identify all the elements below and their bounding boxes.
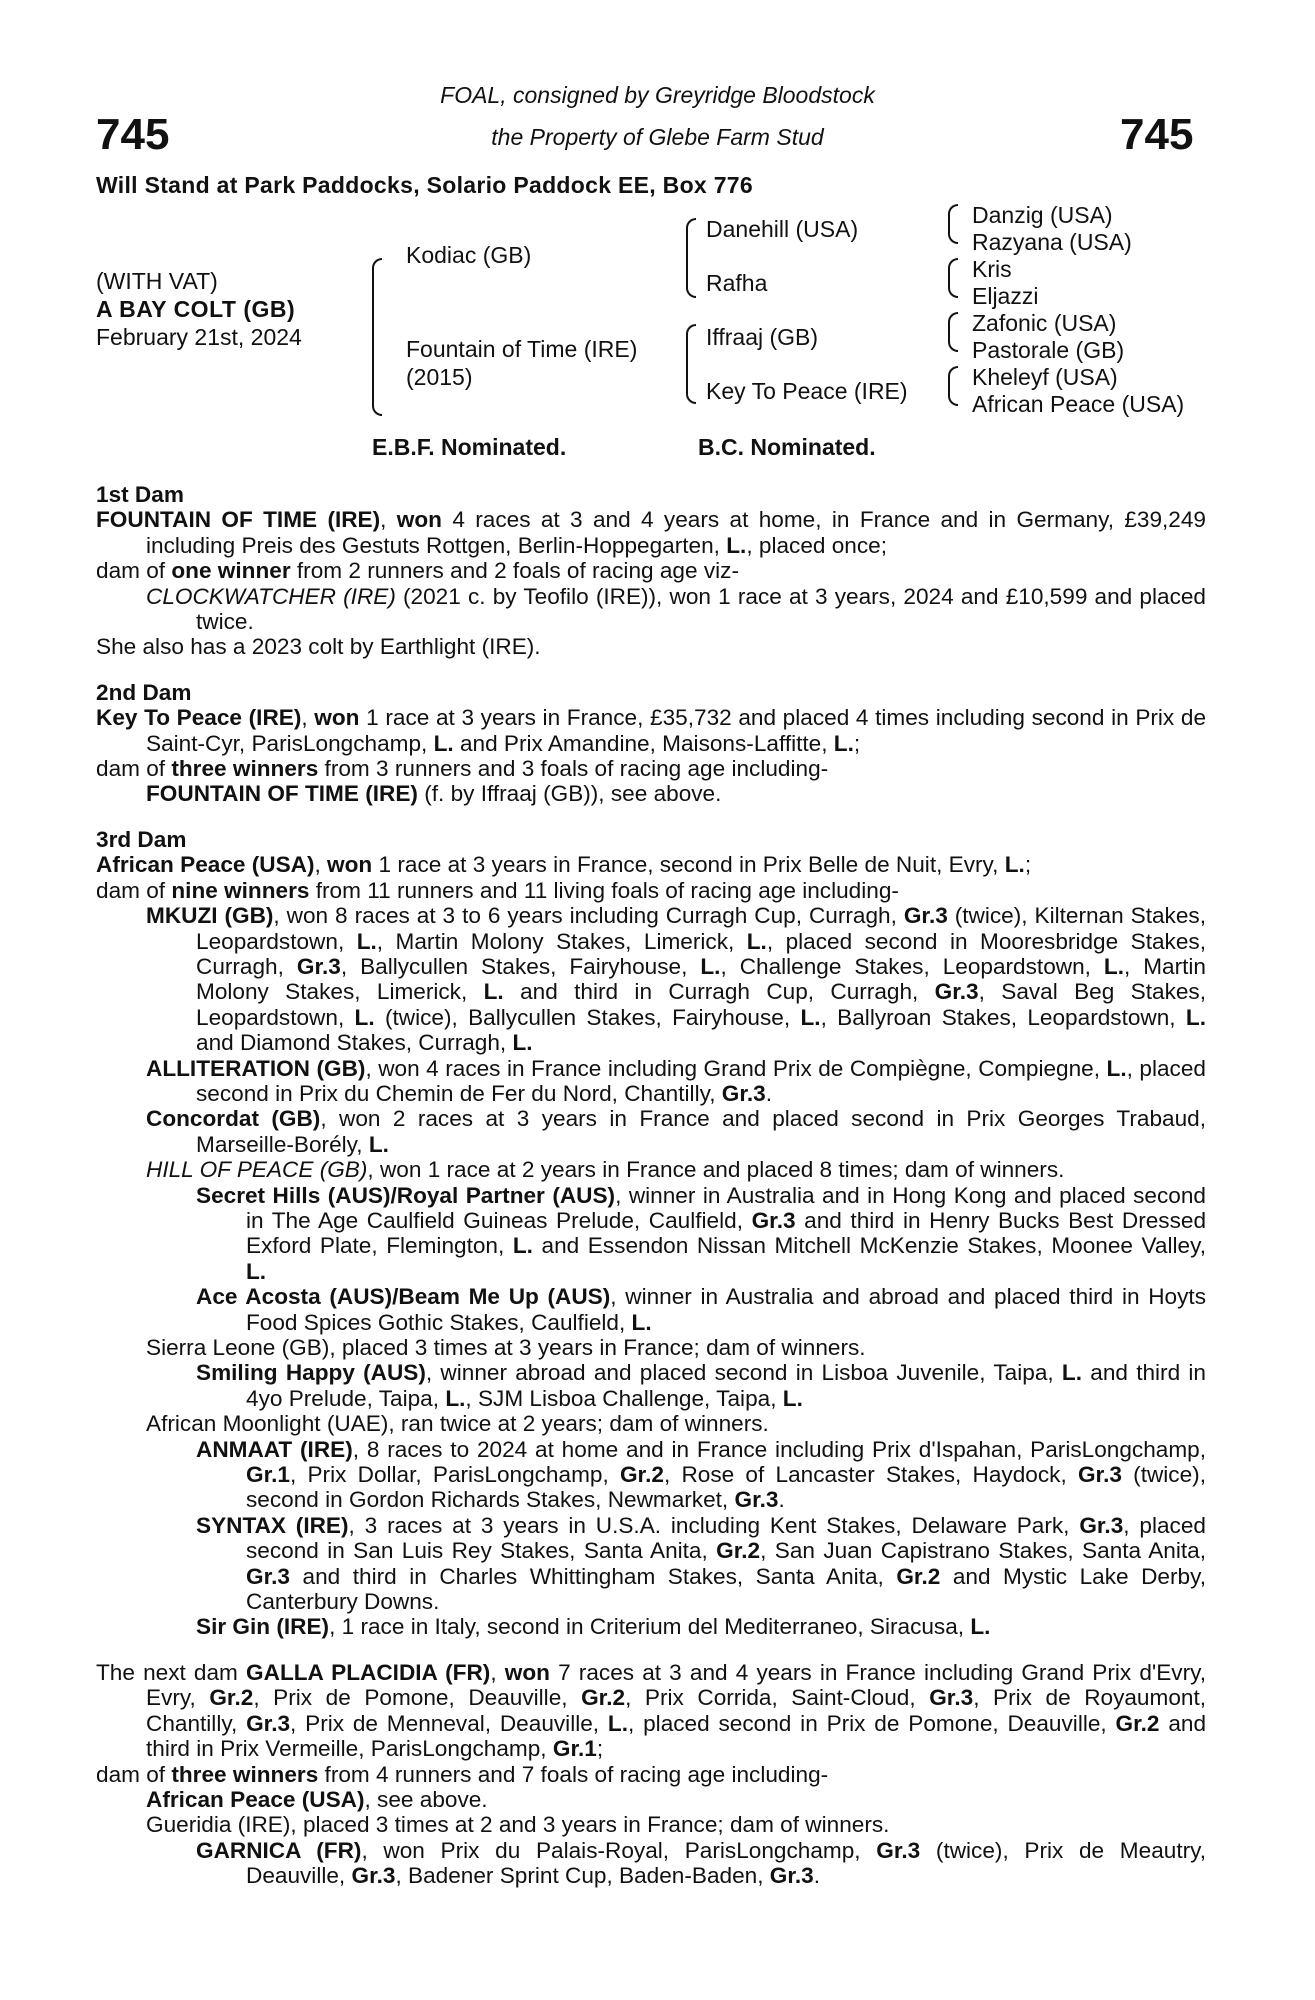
offspring-alliteration: ALLITERATION (GB), won 4 races in France including Grand Prix de Compiègne, Compiegne, L., placed second in Prix du Chemin de Fer du Nord, Chantilly, Gr.3. — [146, 1055, 1206, 1106]
pedigree-sdd: Eljazzi — [972, 283, 1039, 309]
stand-location: Will Stand at Park Paddocks, Solario Paddock EE, Box 776 — [96, 172, 753, 198]
date-of-birth: February 21st, 2024 — [96, 324, 302, 350]
dam3-produce: dam of nine winners from 11 runners and 11 living foals of racing age including- — [96, 877, 899, 903]
pedigree-sire-sire: Danehill (USA) — [706, 216, 859, 242]
offspring-smiling-happy: Smiling Happy (AUS), winner abroad and placed second in Lisboa Juvenile, Taipa, L. and third in 4yo Prelude, Taipa, L., SJM Lisboa Challenge, Taipa, L. — [196, 1360, 1206, 1411]
dam1-heading: 1st Dam — [96, 482, 184, 507]
offspring-garnica: GARNICA (FR), won Prix du Palais-Royal, ParisLongchamp, Gr.3 (twice), Prix de Meautry, Deauville, Gr.3, Badener Sprint Cup, Baden-Baden, Gr.3. — [196, 1837, 1207, 1889]
pedigree-sire-dam: Rafha — [706, 270, 768, 296]
pedigree-dss: Zafonic (USA) — [972, 310, 1117, 336]
vat-label: (WITH VAT) — [96, 268, 218, 294]
pedigree-sire: Kodiac (GB) — [406, 242, 532, 268]
pedigree-brace-ds — [948, 312, 958, 352]
consignor-line: FOAL, consigned by Greyridge Bloodstock — [440, 82, 875, 108]
pedigree-dam-sire: Iffraaj (GB) — [706, 324, 819, 350]
dam1-also: She also has a 2023 colt by Earthlight (IRE). — [96, 634, 541, 660]
dam1-record: FOUNTAIN OF TIME (IRE), won 4 races at 3 and 4 years at home, in France and in Germany, £39,249 including Preis des Gestuts Rottgen, Berlin-Hoppegarten, L., placed once; — [96, 507, 1207, 558]
pedigree-dam-year: (2015) — [406, 364, 473, 390]
property-line: the Property of Glebe Farm Stud — [491, 124, 824, 150]
offspring-african-peace: African Peace (USA), see above. — [146, 1786, 488, 1812]
dam4-produce: dam of three winners from 4 runners and 7 foals of racing age including- — [96, 1761, 829, 1787]
offspring-secret-hills: Secret Hills (AUS)/Royal Partner (AUS), winner in Australia and in Hong Kong and placed second in The Age Caulfield Guineas Prelude, Caulfield, Gr.3 and third in Henry Bucks Best Dressed Exford Plate, Flemington, L. and Essendon Nissan Mitchell McKenzie Stakes, Moonee Valley, L. — [196, 1182, 1207, 1284]
pedigree-sds: Kris — [972, 256, 1012, 282]
dam3-heading: 3rd Dam — [96, 826, 187, 852]
pedigree-dds: Kheleyf (USA) — [972, 364, 1118, 390]
pedigree-brace-dam — [686, 324, 696, 404]
catalogue-body — [96, 482, 1206, 1889]
pedigree-brace-ss — [948, 204, 958, 244]
pedigree-brace-sire — [686, 218, 696, 298]
horse-name: A BAY COLT (GB) — [96, 296, 296, 322]
dam2-produce: dam of three winners from 3 runners and 3 foals of racing age including- — [96, 756, 829, 782]
dam2-record: Key To Peace (IRE), won 1 race at 3 years in France, £35,732 and placed 4 times including second in Prix de Saint-Cyr, ParisLongchamp, L. and Prix Amandine, Maisons-Laffitte, L.; — [96, 705, 1207, 756]
offspring-african-moonlight: African Moonlight (UAE), ran twice at 2 years; dam of winners. — [146, 1411, 769, 1437]
dam3-record: African Peace (USA), won 1 race at 3 years in France, second in Prix Belle de Nuit, Evry, L.; — [96, 852, 1032, 878]
offspring-anmaat: ANMAAT (IRE), 8 races to 2024 at home and in France including Prix d'Ispahan, ParisLongchamp, Gr.1, Prix Dollar, ParisLongchamp, Gr.2, Rose of Lancaster Stakes, Haydock, Gr.3 (twice), second in Gordon Richards Stakes, Newmarket, Gr.3. — [196, 1436, 1206, 1513]
pedigree-sss: Danzig (USA) — [972, 202, 1113, 228]
offspring-syntax: SYNTAX (IRE), 3 races at 3 years in U.S.A. including Kent Stakes, Delaware Park, Gr.3, placed second in San Luis Rey Stakes, Santa Anita, Gr.2, San Juan Capistrano Stakes, Santa Anita, Gr.3 and third in Charles Whittingham Stakes, Santa Anita, Gr.2 and Mystic Lake Derby, Canterbury Downs. — [196, 1512, 1207, 1615]
ebf-nominated: E.B.F. Nominated. — [372, 434, 567, 460]
dam1-offspring: CLOCKWATCHER (IRE) (2021 c. by Teofilo (IRE)), won 1 race at 3 years, 2024 and £10,599 and placed twice. — [146, 583, 1206, 635]
lot-number-left: 745 — [96, 110, 170, 159]
pedigree-dam: Fountain of Time (IRE) — [406, 336, 638, 362]
pedigree-dsd: Pastorale (GB) — [972, 337, 1125, 363]
pedigree-ssd: Razyana (USA) — [972, 229, 1132, 255]
pedigree-brace-main — [372, 258, 382, 416]
offspring-concordat: Concordat (GB), won 2 races at 3 years in France and placed second in Prix Georges Trabaud, Marseille-Borély, L. — [146, 1106, 1206, 1157]
offspring-sierra-leone: Sierra Leone (GB), placed 3 times at 3 years in France; dam of winners. — [146, 1335, 866, 1360]
pedigree-brace-dd — [948, 366, 958, 406]
offspring-mkuzi: MKUZI (GB), won 8 races at 3 to 6 years including Curragh Cup, Curragh, Gr.3 (twice), Kilternan Stakes, Leopardstown, L., Martin Molony Stakes, Limerick, L., placed second in Mooresbridge Stakes, Curragh, Gr.3, Ballycullen Stakes, Fairyhouse, L., Challenge Stakes, Leopardstown, L., Martin Molony Stakes, Limerick, L. and third in Curragh Cup, Curragh, Gr.3, Saval Beg Stakes, Leopardstown, L. (twice), Ballycullen Stakes, Fairyhouse, L., Ballyroan Stakes, Leopardstown, L. and Diamond Stakes, Curragh, L. — [146, 903, 1207, 1056]
pedigree-dam-dam: Key To Peace (IRE) — [706, 378, 908, 404]
dam1-produce: dam of one winner from 2 runners and 2 foals of racing age viz- — [96, 558, 739, 584]
lot-number-right: 745 — [1120, 110, 1194, 159]
dam2-offspring: FOUNTAIN OF TIME (IRE) (f. by Iffraaj (GB)), see above. — [146, 781, 722, 807]
dam2-heading: 2nd Dam — [96, 679, 192, 705]
offspring-hill-of-peace: HILL OF PEACE (GB), won 1 race at 2 years in France and placed 8 times; dam of winners. — [146, 1157, 1065, 1183]
offspring-sir-gin: Sir Gin (IRE), 1 race in Italy, second in Criterium del Mediterraneo, Siracusa, L. — [196, 1614, 991, 1640]
offspring-ace-acosta: Ace Acosta (AUS)/Beam Me Up (AUS), winner in Australia and abroad and placed third in Hoyts Food Spices Gothic Stakes, Caulfield, L. — [196, 1284, 1206, 1335]
dam4-record: The next dam GALLA PLACIDIA (FR), won 7 races at 3 and 4 years in France including Grand Prix d'Evry, Evry, Gr.2, Prix de Pomone, Deauville, Gr.2, Prix Corrida, Saint-Cloud, Gr.3, Prix de Royaumont, Chantilly, Gr.3, Prix de Menneval, Deauville, L., placed second in Prix de Pomone, Deauville, Gr.2 and third in Prix Vermeille, ParisLongchamp, Gr.1; — [96, 1659, 1207, 1762]
pedigree-ddd: African Peace (USA) — [972, 391, 1185, 417]
offspring-gueridia: Gueridia (IRE), placed 3 times at 2 and 3 years in France; dam of winners. — [146, 1812, 890, 1838]
bc-nominated: B.C. Nominated. — [698, 434, 876, 460]
pedigree-brace-sd — [948, 258, 958, 298]
